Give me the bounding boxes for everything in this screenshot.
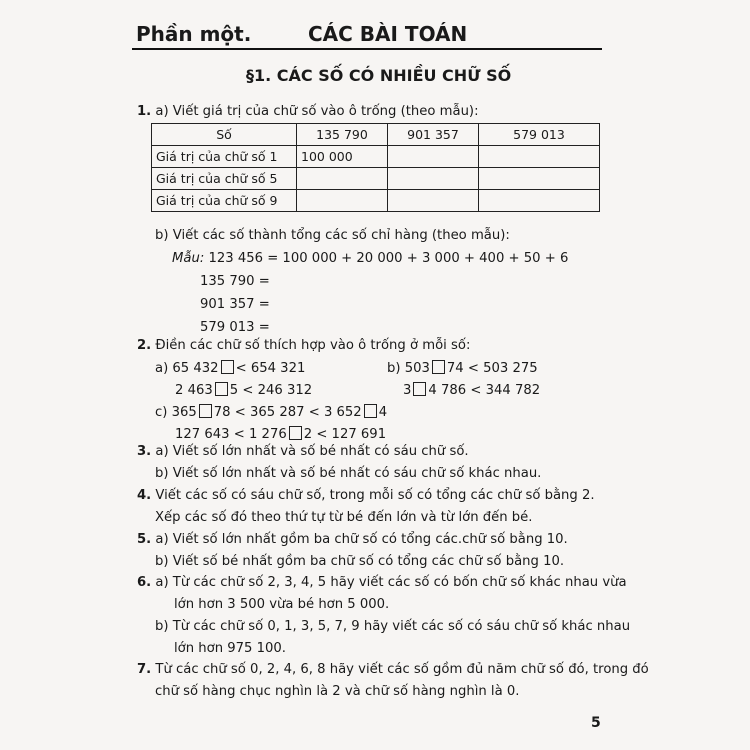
table-row — [152, 168, 600, 190]
table-header-cell: 135 790 — [297, 124, 388, 146]
q5-number: 5. — [137, 532, 152, 547]
q1-sample — [172, 251, 568, 267]
answer-box[interactable] — [215, 382, 228, 396]
table-header-row — [152, 124, 600, 146]
q2-c1 — [155, 404, 387, 421]
table-row — [152, 146, 600, 168]
q1-line: 135 790 = — [200, 274, 270, 289]
q1-line: 901 357 = — [200, 297, 270, 312]
q7-line1 — [137, 662, 649, 678]
table-cell: Giá trị của chữ số 1 — [152, 146, 297, 168]
q2-b1-left: 503 — [404, 361, 430, 376]
q2-c1-right: 4 — [378, 405, 388, 420]
q7-text: Từ các chữ số 0, 2, 4, 6, 8 hãy viết các số gồm đủ năm chữ số đó, trong đó — [155, 662, 649, 677]
q5-b-text: b) Viết số bé nhất gồm ba chữ số có tổng các chữ số bằng 10. — [155, 554, 565, 569]
q2-c2-right: 2 < 127 691 — [303, 427, 387, 442]
table-cell — [388, 146, 479, 168]
q6-b2: lớn hơn 975 100. — [174, 641, 286, 656]
q2-a2-right: 5 < 246 312 — [229, 383, 313, 398]
q2-a1-left: 65 432 — [172, 361, 219, 376]
sample-equation: 123 456 = 100 000 + 20 000 + 3 000 + 400 + 50 + 6 — [208, 251, 569, 266]
answer-box[interactable] — [432, 360, 445, 374]
q2-c-label: c) — [155, 405, 172, 420]
part-label: Phần một. — [136, 22, 252, 46]
q2-a1 — [155, 360, 305, 377]
q2-a2 — [175, 382, 312, 399]
answer-box[interactable] — [289, 426, 302, 440]
table-header-cell: Số — [152, 124, 297, 146]
q6-a2: lớn hơn 3 500 vừa bé hơn 5 000. — [174, 597, 390, 612]
q7-number: 7. — [137, 662, 152, 677]
q2-b1 — [387, 360, 538, 377]
table-row — [152, 190, 600, 212]
q5-a — [137, 532, 568, 548]
q7-line2: chữ số hàng chục nghìn là 2 và chữ số hàng nghìn là 0. — [155, 684, 520, 699]
q2-c1-left: 365 — [171, 405, 197, 420]
q1-number: 1. — [137, 104, 152, 119]
q2-b2 — [403, 382, 540, 399]
table-cell — [479, 168, 600, 190]
q6-a-text: a) Từ các chữ số 2, 3, 4, 5 hãy viết các số có bốn chữ số khác nhau vừa — [155, 575, 627, 590]
q2-b2-left: 3 — [403, 383, 412, 398]
q2-text: Điền các chữ số thích hợp vào ô trống ở mỗi số: — [155, 338, 471, 353]
section-title: §1. CÁC SỐ CÓ NHIỀU CHỮ SỐ — [246, 66, 512, 85]
q4-line1 — [137, 488, 595, 504]
q2-b-label: b) — [387, 361, 405, 376]
table-cell: Giá trị của chữ số 5 — [152, 168, 297, 190]
chapter-title: CÁC BÀI TOÁN — [308, 22, 468, 46]
table-cell — [479, 190, 600, 212]
q3-number: 3. — [137, 444, 152, 459]
q1-a-text: a) Viết giá trị của chữ số vào ô trống (theo mẫu): — [155, 104, 479, 119]
q1-b-text: b) Viết các số thành tổng các số chỉ hàng (theo mẫu): — [155, 228, 510, 243]
q4-line2: Xếp các số đó theo thứ tự từ bé đến lớn và từ lớn đến bé. — [155, 510, 533, 525]
q3-b-text: b) Viết số lớn nhất và số bé nhất có sáu chữ số khác nhau. — [155, 466, 542, 481]
header-rule — [132, 48, 602, 50]
table-cell — [297, 190, 388, 212]
q4-number: 4. — [137, 488, 152, 503]
table-header-cell: 579 013 — [479, 124, 600, 146]
q6-b1: b) Từ các chữ số 0, 1, 3, 5, 7, 9 hãy viết các số có sáu chữ số khác nhau — [155, 619, 631, 634]
table-header-cell: 901 357 — [388, 124, 479, 146]
q1-a — [137, 104, 479, 120]
q2-a2-left: 2 463 — [175, 383, 213, 398]
answer-box[interactable] — [364, 404, 377, 418]
q4-text: Viết các số có sáu chữ số, trong mỗi số có tổng các chữ số bằng 2. — [155, 488, 595, 503]
digit-value-table — [151, 123, 600, 212]
q2-c2-left: 127 643 < 1 276 — [175, 427, 287, 442]
q3-a — [137, 444, 469, 460]
q6-a1 — [137, 575, 627, 591]
q2-c1-middle: 78 < 365 287 < 3 652 — [213, 405, 362, 420]
answer-box[interactable] — [413, 382, 426, 396]
q2-a-label: a) — [155, 361, 173, 376]
q2-a1-right: < 654 321 — [235, 361, 306, 376]
q2-intro — [137, 338, 470, 354]
page-number: 5 — [591, 715, 601, 731]
q3-a-text: a) Viết số lớn nhất và số bé nhất có sáu chữ số. — [155, 444, 469, 459]
q5-a-text: a) Viết số lớn nhất gồm ba chữ số có tổng các.chữ số bằng 10. — [155, 532, 568, 547]
q2-b1-right: 74 < 503 275 — [446, 361, 538, 376]
q2-b2-right: 4 786 < 344 782 — [428, 383, 541, 398]
table-cell — [388, 190, 479, 212]
table-cell: Giá trị của chữ số 9 — [152, 190, 297, 212]
q2-number: 2. — [137, 338, 152, 353]
q6-number: 6. — [137, 575, 152, 590]
table-cell — [388, 168, 479, 190]
sample-label: Mẫu: — [172, 251, 205, 266]
table-cell — [297, 168, 388, 190]
answer-box[interactable] — [199, 404, 212, 418]
q2-c2 — [175, 426, 386, 443]
answer-box[interactable] — [221, 360, 234, 374]
table-cell: 100 000 — [297, 146, 388, 168]
table-cell — [479, 146, 600, 168]
q1-line: 579 013 = — [200, 320, 270, 335]
